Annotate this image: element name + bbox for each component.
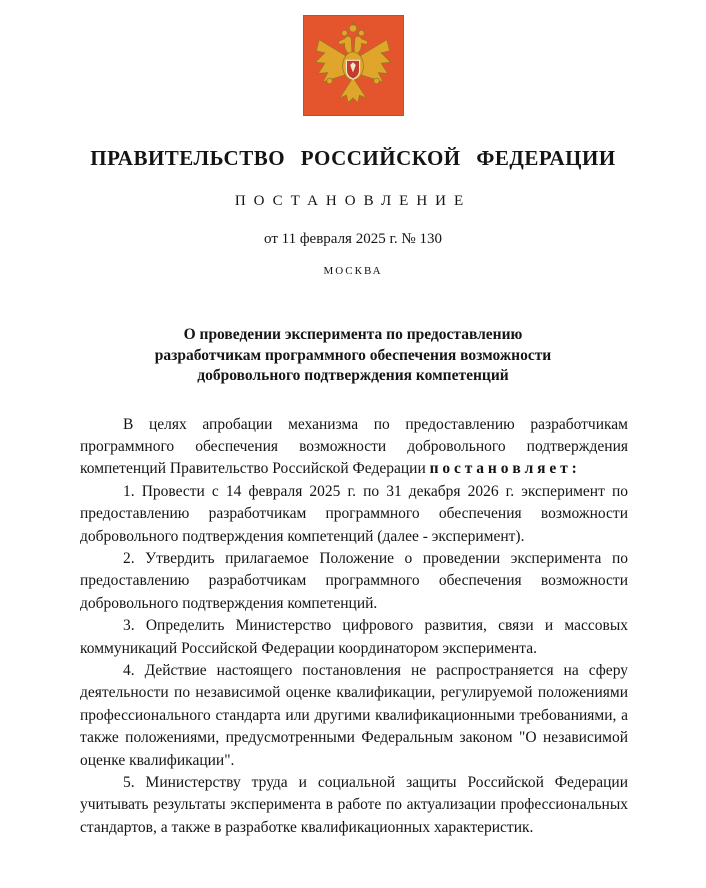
double-headed-eagle-icon bbox=[306, 19, 400, 113]
paragraph-item-1: 1. Провести с 14 февраля 2025 г. по 31 декабря 2026 г. эксперимент по предоставлению разработчикам программного обеспечения возможности добровольного подтверждения компетенций (далее - эксперимент). bbox=[80, 482, 628, 545]
decree-word: п о с т а н о в л я е т : bbox=[429, 460, 577, 478]
government-title: ПРАВИТЕЛЬСТВО РОССИЙСКОЙ ФЕДЕРАЦИИ bbox=[90, 146, 616, 170]
paragraph-item-2: 2. Утвердить прилагаемое Положение о проведении эксперимента по предоставлению разработчикам программного обеспечения возможности добровольного подтверждения компетенций. bbox=[80, 549, 628, 612]
document-body bbox=[0, 414, 706, 840]
document-type-label: ПОСТАНОВЛЕНИЕ bbox=[234, 193, 472, 209]
document-title-line-2: разработчикам программного обеспечения возможности bbox=[154, 346, 552, 364]
document-title bbox=[0, 325, 706, 387]
document-title-line-1: О проведении эксперимента по предоставлению bbox=[183, 326, 523, 343]
russia-coat-of-arms bbox=[303, 15, 404, 116]
paragraph-item-4: 4. Действие настоящего постановления не распространяется на сферу деятельности по независимой оценке квалификации, регулируемой положениями профессионального стандарта или другими квалификационными требованиями, а также положениями, предусмотренными Федеральным законом "О независимой оценке квалификации". bbox=[80, 661, 628, 769]
paragraph-preamble bbox=[80, 414, 628, 481]
date-number-line: от 11 февраля 2025 г. № 130 bbox=[264, 231, 442, 247]
document-title-line-3: добровольного подтверждения компетенций bbox=[197, 367, 509, 384]
city-label: МОСКВА bbox=[323, 265, 383, 277]
paragraph-item-3: 3. Определить Министерство цифрового развития, связи и массовых коммуникаций Российской Федерации координатором эксперимента. bbox=[80, 617, 628, 657]
paragraph-item-5: 5. Министерству труда и социальной защиты Российской Федерации учитывать результаты эксперимента в работе по актуализации профессиональных стандартов, а также в разработке квалификационных характеристик. bbox=[80, 774, 628, 836]
preamble-text: В целях апробации механизма по предоставлению разработчикам программного обеспечения возможности добровольного подтверждения компетенций Правительство Российской Федерации bbox=[80, 415, 628, 478]
